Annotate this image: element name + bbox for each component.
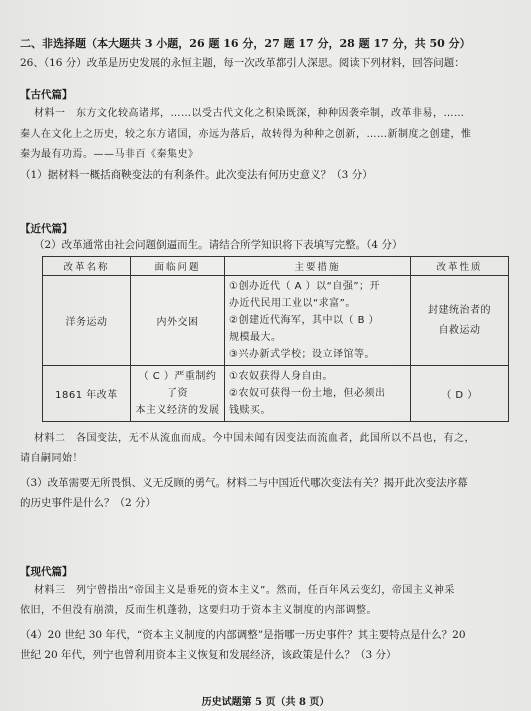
measure-line: ③兴办新式学校；设立译馆等。	[229, 349, 375, 360]
question-1: （1）据材料一概括商鞅变法的有利条件。此次变法有何历史意义？（3 分）	[20, 169, 373, 181]
reform-measures	[225, 276, 411, 366]
question-26-intro: 26、（16 分）改革是历史发展的永恒主题，每一次改革都引人深思。阅读下列材料，回答问题：	[20, 57, 465, 69]
table-header: 改革性质	[411, 257, 509, 276]
nature-line: 封建统治者的	[428, 304, 491, 316]
material-1-line-1: 材料一 东方文化较高诸邦，……以受古代文化之积染既深，种种因袭牵制，改革非易，……	[34, 108, 465, 119]
material-1-line-3: 秦为最有功焉。——马非百《秦集史》	[20, 149, 199, 160]
material-3-line-2: 依旧，不但没有崩溃，反而生机蓬勃，这要归功于资本主义制度的内部调整。	[20, 605, 377, 616]
reform-name: 1861 年改革	[43, 366, 131, 422]
question-3-line-2: 的历史事件是什么？（2 分）	[20, 497, 157, 509]
section-title: 二、非选择题（本大题共 3 小题，26 题 16 分，27 题 17 分，28 题 17 分，共 50 分）	[20, 37, 471, 50]
reform-name: 洋务运动	[43, 276, 131, 366]
modern-heading: 【近代篇】	[20, 223, 73, 235]
reform-table	[42, 256, 509, 422]
problem-line: （ C ）严重制约了资	[138, 371, 217, 399]
ancient-heading: 【古代篇】	[20, 89, 73, 101]
contemporary-heading: 【现代篇】	[20, 566, 73, 578]
reform-nature	[411, 276, 509, 366]
measure-line: 规模最大。	[229, 332, 282, 343]
question-2: （2）改革通常由社会问题倒逼而生。请结合所学知识将下表填写完整。（4 分）	[34, 239, 403, 251]
material-2-line-1: 材料二 各国变法，无不从流血而成。今中国未闻有因变法而流血者，此国所以不昌也，有之，	[34, 433, 475, 444]
material-2-line-2: 请自嗣同始！	[20, 453, 83, 464]
material-1-line-2: 秦人在文化上之历史，较之东方诸国，亦远为落后，故转得为种种之创新，……新制度之创建，惟	[20, 129, 472, 140]
reform-nature: （ D ）	[411, 366, 509, 422]
question-4-line-1: （4）20 世纪 30 年代，“资本主义制度的内部调整”是指哪一历史事件？其主要特点是什么？20	[20, 629, 466, 641]
table-header-row	[43, 257, 509, 276]
problem-line: 本主义经济的发展	[135, 405, 220, 416]
reform-problem: 内外交困	[131, 276, 225, 366]
question-3-line-1: （3）改革需要无所畏惧、义无反顾的勇气。材料二与中国近代哪次变法有关？揭开此次变法序幕	[20, 477, 468, 489]
table-header: 主要措施	[225, 257, 411, 276]
material-3-line-1: 材料三 列宁曾指出“帝国主义是垂死的资本主义”。然而，任百年风云变幻，帝国主义神采	[34, 585, 455, 596]
table-header: 面临问题	[131, 257, 225, 276]
reform-measures	[225, 366, 411, 422]
measure-line: ②创建近代海军，其中以（ B ）	[229, 315, 380, 326]
measure-line: 办近代民用工业以“求富”。	[229, 298, 356, 309]
measure-line: ②农奴可获得一份土地，但必须出	[229, 388, 386, 399]
measure-line: 钱赎买。	[229, 405, 271, 416]
reform-problem	[131, 366, 225, 422]
measure-line: ①创办近代（ A ）以“自强”；开	[229, 281, 381, 292]
measure-line: ①农奴获得人身自由。	[229, 371, 333, 382]
table-row	[43, 276, 509, 366]
question-4-line-2: 世纪 20 年代，列宁也曾利用资本主义恢复和发展经济，该政策是什么？（3 分）	[20, 649, 397, 661]
table-row	[43, 366, 509, 422]
nature-line: 自救运动	[438, 324, 481, 336]
table-header: 改革名称	[43, 257, 131, 276]
page-footer: 历史试题第 5 页（共 8 页）	[201, 697, 330, 708]
